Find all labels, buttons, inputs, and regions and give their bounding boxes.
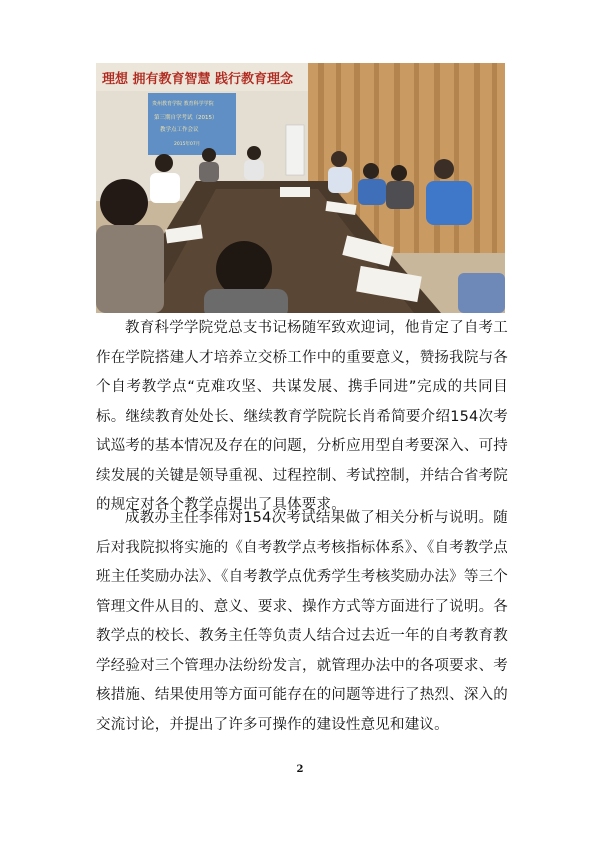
attendee-arm	[458, 273, 505, 313]
paragraph-2: 成教办主任李伟对154次考试结果做了相关分析与说明。随后对我院拟将实施的《自考教学点考核指标体系》、《自考教学点班主任奖励办法》、《自考教学点优秀学生考核奖励办法》等三个管理文件从目的、意义、要求、操作方式等方面进行了说明。各教学点的校长、教务主任等负责人结合过去近一年的自考教育教学经验对三个管理办法纷纷发言，就管理办法中的各项要求、考核措施、结果使用等方面可能存在的问题等进行了热烈、深入的交流讨论，并提出了许多可操作的建设性意见和建议。	[96, 510, 508, 733]
screen-line-3: 教学点工作会议	[160, 127, 199, 133]
screen-line-2: 第三期自学考试（2015）	[154, 115, 218, 121]
meeting-photo-illustration	[96, 63, 505, 313]
page-number: 2	[296, 764, 304, 775]
paragraph-1: 教育科学学院党总支书记杨随军致欢迎词，他肯定了自考工作在学院搭建人才培养立交桥工作中的重要意义，赞扬我院与各个自考教学点“克难攻坚、共谋发展、携手同进”完成的共同目标。继续教育处处长、继续教育学院院长肖希简要介绍154次考试巡考的基本情况及存在的问题，分析应用型自考要深入、可持续发展的关键是领导重视、过程控制、考试控制，并结合省考院的规定对各个教学点提出了具体要求。	[96, 320, 508, 513]
meeting-photo	[96, 63, 505, 313]
screen-line-4: 2015年07月	[174, 142, 201, 147]
banner-text: 理想 拥有教育智慧 践行教育理念	[102, 72, 294, 87]
air-conditioner	[286, 125, 304, 175]
screen-line-1: 贵州教育学院 教育科学学院	[152, 101, 214, 107]
